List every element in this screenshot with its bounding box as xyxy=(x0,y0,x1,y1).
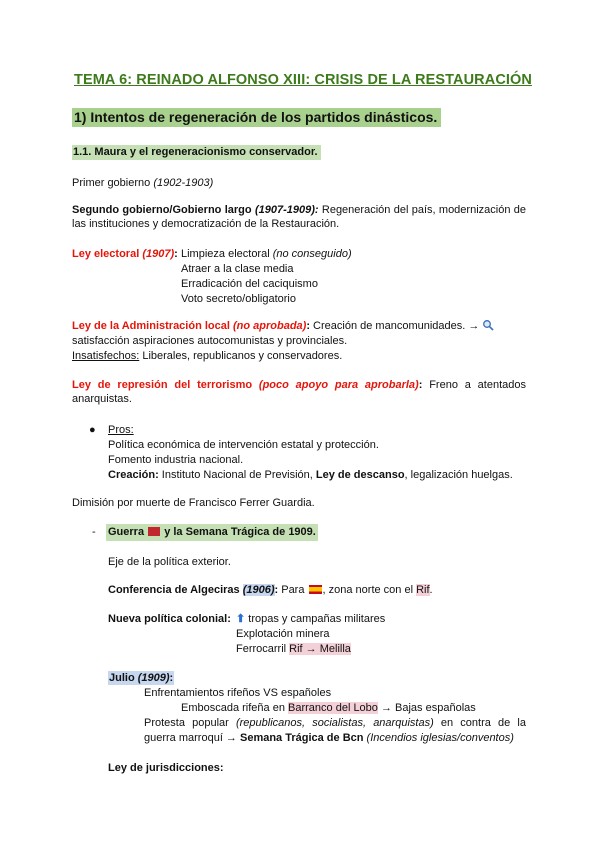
semana-tragica: Semana Trágica de Bcn xyxy=(239,732,364,744)
emboscada xyxy=(181,701,476,715)
julio-colon: : xyxy=(169,672,174,684)
embos-text: Emboscada rifeña en xyxy=(181,702,289,714)
npc-item-text: tropas y campañas militares xyxy=(248,613,386,625)
magnifier-icon xyxy=(482,321,494,332)
ley-electoral-title: Ley electoral xyxy=(72,248,143,260)
ley-electoral-colon: : xyxy=(174,248,178,260)
ley-electoral-item: Erradicación del caciquismo xyxy=(181,278,318,290)
conf-text: Para xyxy=(278,584,308,596)
ley-electoral-label xyxy=(72,247,178,261)
creacion-bold: Ley de descanso xyxy=(315,469,405,481)
creacion-label: Creación: xyxy=(108,469,159,481)
ley-admin-colon: : xyxy=(306,320,310,332)
ley-electoral-item xyxy=(181,247,352,261)
conf-rif: Rif xyxy=(416,584,430,596)
pros-line: Política económica de intervención estatal y protección. xyxy=(108,439,379,451)
primer-gobierno xyxy=(72,176,213,190)
protesta-line2 xyxy=(144,731,514,745)
section-heading: 1) Intentos de regeneración de los partidos dinásticos. xyxy=(72,108,441,127)
page-title: TEMA 6: REINADO ALFONSO XIII: CRISIS DE LA RESTAURACIÓN xyxy=(74,72,532,88)
npc-ferro-route: Rif → Melilla xyxy=(289,643,351,655)
ley-admin-line2: satisfacción aspiraciones autocomunistas y provinciales. xyxy=(72,335,348,347)
ley-electoral-item: Atraer a la clase media xyxy=(181,263,294,275)
ley-admin-note: (no aprobada) xyxy=(232,320,307,332)
npc-label: Nueva política colonial: xyxy=(108,613,231,625)
conf-text2: , zona norte con el xyxy=(322,584,417,596)
arrow-up-icon: ⬆ xyxy=(236,613,246,625)
conf-end: . xyxy=(429,584,433,596)
creacion-text-end: , legalización huelgas. xyxy=(404,469,513,481)
guerra-label-end: y la Semana Trágica de 1909. xyxy=(161,526,316,538)
ley-terror-colon: : xyxy=(418,379,423,391)
segundo-label: Segundo gobierno/Gobierno largo xyxy=(72,204,255,216)
ley-terrorismo xyxy=(72,378,526,406)
eje-text: Eje de la política exterior. xyxy=(108,556,231,568)
protesta-text2: en contra de la xyxy=(433,717,526,729)
npc-item: Explotación minera xyxy=(236,628,330,640)
segundo-text: Regeneración del país, modernización de las instituciones y democratización de la Restauración. xyxy=(72,204,527,230)
dimision: Dimisión por muerte de Francisco Ferrer Guardia. xyxy=(72,497,315,509)
creacion-line xyxy=(108,468,513,482)
protesta-text3: guerra marroquí → xyxy=(144,732,240,744)
item-note: (no conseguido) xyxy=(272,248,352,260)
ley-admin-line1 xyxy=(72,319,494,334)
pros-label: Pros: xyxy=(108,424,134,436)
bullet-dot: ● xyxy=(89,424,96,436)
pros-line: Fomento industria nacional. xyxy=(108,454,244,466)
guerra-label: Guerra xyxy=(108,526,148,538)
ley-terror-title: Ley de represión del terrorismo xyxy=(72,379,259,391)
embos-result: → Bajas españolas xyxy=(377,702,476,714)
ley-terror-text: Freno a atentados anarquistas. xyxy=(72,379,527,405)
conf-year: (1906) xyxy=(242,584,275,596)
julio-year: (1909) xyxy=(137,672,170,684)
npc-item xyxy=(236,642,351,656)
subsection-heading: 1.1. Maura y el regeneracionismo conservador. xyxy=(72,145,321,160)
embos-place: Barranco del Lobo xyxy=(288,702,378,714)
enfrentamientos: Enfrentamientos rifeños VS españoles xyxy=(144,687,332,699)
julio-heading xyxy=(108,671,174,685)
ley-electoral-years: (1907) xyxy=(142,248,175,260)
npc-item xyxy=(236,612,385,626)
julio-label: Julio xyxy=(109,672,138,684)
ley-admin-text: Creación de mancomunidades. → xyxy=(310,320,480,332)
semana-note: (Incendios iglesias/conventos) xyxy=(363,732,514,744)
spain-flag-icon xyxy=(309,585,322,594)
creacion-text: Instituto Nacional de Previsión, xyxy=(158,469,316,481)
insat-label: Insatisfechos: xyxy=(72,350,140,362)
protesta-text: Protesta popular xyxy=(144,717,236,729)
ley-terror-note: (poco apoyo para aprobarla) xyxy=(258,379,419,391)
conf-colon: : xyxy=(274,584,279,596)
npc-ferro: Ferrocarril xyxy=(236,643,290,655)
item-text: Limpieza electoral xyxy=(181,248,273,260)
morocco-flag-icon xyxy=(148,527,160,536)
primer-years: (1902-1903) xyxy=(153,177,214,189)
conf-label: Conferencia de Algeciras xyxy=(108,584,243,596)
segundo-years: (1907-1909): xyxy=(254,204,319,216)
segundo-gobierno xyxy=(72,203,526,231)
dash-bullet: - xyxy=(92,526,96,538)
ley-electoral-item: Voto secreto/obligatorio xyxy=(181,293,296,305)
ley-admin-title: Ley de la Administración local xyxy=(72,320,233,332)
ley-jurisdicciones: Ley de jurisdicciones: xyxy=(108,762,224,774)
insatisfechos xyxy=(72,349,342,363)
protesta-groups: (republicanos, socialistas, anarquistas) xyxy=(235,717,434,729)
protesta-line1 xyxy=(144,716,526,730)
insat-text: Liberales, republicanos y conservadores. xyxy=(139,350,343,362)
primer-label: Primer gobierno xyxy=(72,177,154,189)
conferencia-line xyxy=(108,583,433,597)
guerra-heading xyxy=(106,524,318,541)
